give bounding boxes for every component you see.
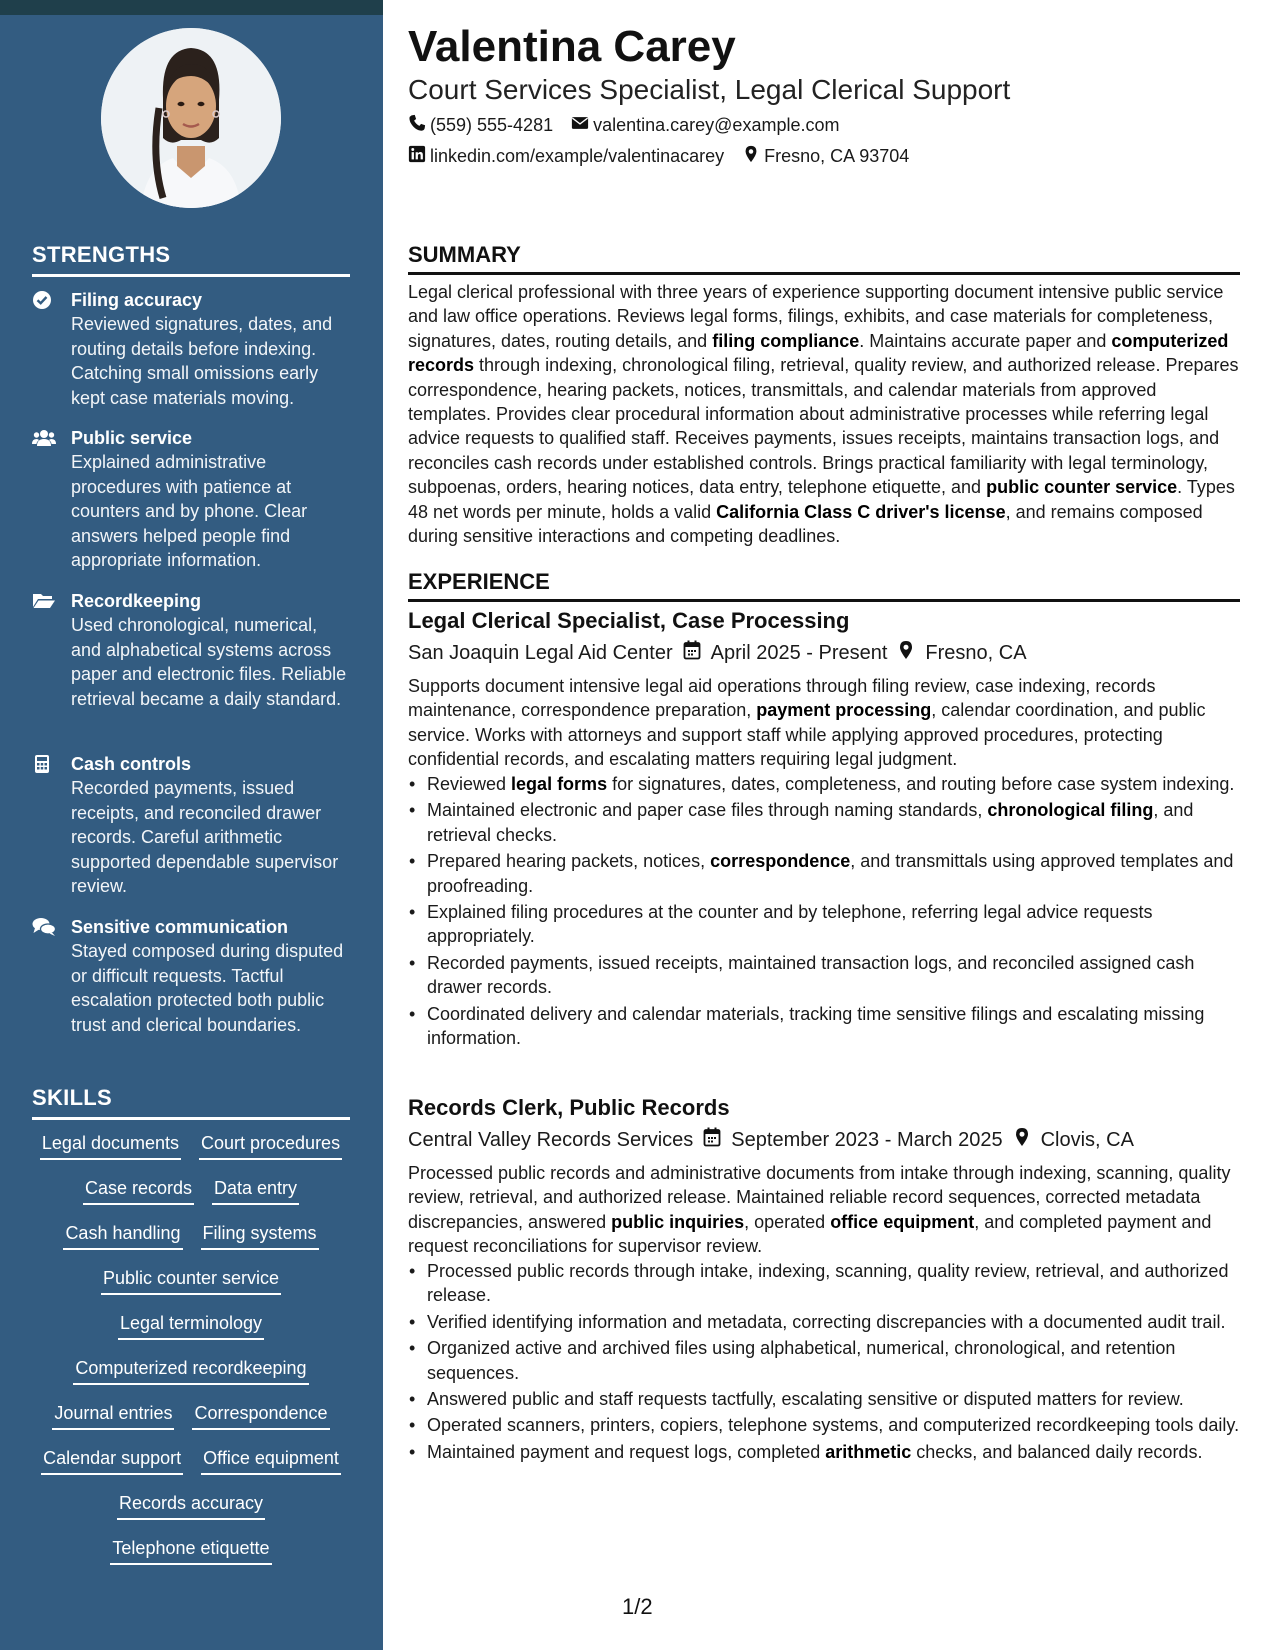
bullet-item: • Answered public and staff requests tactfully, escalating sensitive or disputed matters for review. bbox=[408, 1387, 1240, 1411]
skills-list bbox=[32, 1130, 350, 1580]
linkedin-text[interactable]: linkedin.com/example/valentinacarey bbox=[430, 146, 725, 166]
skills-row bbox=[32, 1490, 350, 1535]
folder-open-icon bbox=[32, 591, 56, 611]
bullet-item: • Processed public records through intake, indexing, scanning, quality review, retrieval, and authorized release. bbox=[408, 1259, 1240, 1308]
skill-tag: Legal terminology bbox=[118, 1310, 264, 1340]
check-circle-icon bbox=[32, 290, 56, 310]
strength-item bbox=[32, 589, 352, 711]
skill-tag: Court procedures bbox=[199, 1130, 342, 1160]
experience-heading: EXPERIENCE bbox=[408, 569, 1240, 602]
comments-icon bbox=[32, 917, 56, 937]
email-text[interactable]: valentina.carey@example.com bbox=[593, 115, 840, 135]
location-text: Fresno, CA 93704 bbox=[764, 146, 910, 166]
strength-item bbox=[32, 426, 352, 573]
bullet-item: • Operated scanners, printers, copiers, telephone systems, and computerized recordkeeping tools daily. bbox=[408, 1413, 1240, 1437]
calendar-icon bbox=[703, 1127, 721, 1153]
bullet-item: • Recorded payments, issued receipts, maintained transaction logs, and reconciled assigned cash drawer records. bbox=[408, 951, 1240, 1000]
strengths-heading: STRENGTHS bbox=[32, 242, 350, 277]
map-pin-icon bbox=[742, 145, 760, 168]
skills-row bbox=[32, 1535, 350, 1580]
job-bullets bbox=[408, 772, 1240, 1052]
strength-description: Stayed composed during disputed or difficult requests. Tactful escalation protected both public trust and clerical boundaries. bbox=[71, 941, 344, 1035]
job-meta bbox=[408, 1127, 1134, 1153]
phone-icon bbox=[408, 114, 426, 137]
skills-row bbox=[32, 1265, 350, 1310]
skill-tag: Correspondence bbox=[192, 1400, 329, 1430]
candidate-title: Court Services Specialist, Legal Clerical Support bbox=[408, 74, 1011, 105]
skills-row bbox=[32, 1220, 350, 1265]
skill-tag: Records accuracy bbox=[117, 1490, 265, 1520]
summary-heading: SUMMARY bbox=[408, 242, 1240, 275]
skill-tag: Office equipment bbox=[201, 1445, 341, 1475]
candidate-name: Valentina Carey bbox=[408, 22, 736, 71]
company-name: Central Valley Records Services bbox=[408, 1128, 694, 1151]
contact-line bbox=[408, 145, 909, 168]
calculator-icon bbox=[32, 754, 56, 774]
skills-row bbox=[32, 1445, 350, 1490]
strength-description: Recorded payments, issued receipts, and reconciled drawer records. Careful arithmetic supported dependable supervisor review. bbox=[71, 778, 339, 896]
bullet-item: • Maintained payment and request logs, completed arithmetic checks, and balanced daily records. bbox=[408, 1440, 1240, 1464]
skill-tag: Computerized recordkeeping bbox=[73, 1355, 308, 1385]
job-meta bbox=[408, 640, 1027, 666]
strength-item bbox=[32, 915, 352, 1037]
skill-tag: Telephone etiquette bbox=[110, 1535, 271, 1565]
contact-email[interactable] bbox=[571, 114, 839, 137]
bullet-item: • Organized active and archived files using alphabetical, numerical, chronological, and retention sequences. bbox=[408, 1336, 1240, 1385]
bullet-item: • Prepared hearing packets, notices, correspondence, and transmittals using approved templates and proofreading. bbox=[408, 849, 1240, 898]
skill-tag: Case records bbox=[83, 1175, 194, 1205]
strength-description: Reviewed signatures, dates, and routing details before indexing. Catching small omissions early kept case materials moving. bbox=[71, 314, 333, 408]
skills-row bbox=[32, 1175, 350, 1220]
linkedin-icon bbox=[408, 145, 426, 168]
job-bullets bbox=[408, 1259, 1240, 1466]
job-title: Legal Clerical Specialist, Case Processing bbox=[408, 608, 850, 633]
strength-title: Cash controls bbox=[71, 754, 192, 774]
skill-tag: Cash handling bbox=[63, 1220, 182, 1250]
strength-item bbox=[32, 288, 352, 410]
skills-heading: SKILLS bbox=[32, 1085, 350, 1120]
skills-row bbox=[32, 1400, 350, 1445]
sidebar-top-bar bbox=[0, 0, 383, 15]
bullet-item: • Explained filing procedures at the counter and by telephone, referring legal advice requests appropriately. bbox=[408, 900, 1240, 949]
profile-photo bbox=[101, 28, 281, 208]
company-name: San Joaquin Legal Aid Center bbox=[408, 641, 673, 664]
job-description: Supports document intensive legal aid operations through filing review, case indexing, records maintenance, correspondence preparation, payment processing, calendar coordination, and public service. Works with attorneys and support staff while applying approved procedures, protecting confidential records, and escalating matters requiring legal judgment. bbox=[408, 676, 1206, 770]
bullet-item: • Coordinated delivery and calendar materials, tracking time sensitive filings and escalating missing information. bbox=[408, 1002, 1240, 1051]
strength-title: Sensitive communication bbox=[71, 917, 289, 937]
job-description: Processed public records and administrative documents from intake through indexing, scanning, quality review, retrieval, and authorized release. Maintained reliable record sequences, corrected metadata discrepancies, answered public inquiries, operated office equipment, and completed payment and request reconciliations for supervisor review. bbox=[408, 1163, 1231, 1257]
skill-tag: Calendar support bbox=[41, 1445, 183, 1475]
contact-linkedin[interactable] bbox=[408, 145, 724, 168]
bullet-item: • Maintained electronic and paper case files through naming standards, chronological filing, and retrieval checks. bbox=[408, 798, 1240, 847]
strength-description: Used chronological, numerical, and alphabetical systems across paper and electronic files. Reliable retrieval became a daily standard. bbox=[71, 615, 347, 709]
job-dates: September 2023 - March 2025 bbox=[731, 1128, 1003, 1151]
strength-description: Explained administrative procedures with patience at counters and by phone. Clear answers helped people find appropriate information. bbox=[71, 452, 308, 570]
strength-item bbox=[32, 752, 352, 899]
bullet-item: • Reviewed legal forms for signatures, dates, completeness, and routing before case system indexing. bbox=[408, 772, 1240, 796]
skills-row bbox=[32, 1355, 350, 1400]
contact-location bbox=[742, 145, 909, 168]
skill-tag: Legal documents bbox=[40, 1130, 181, 1160]
contact-line bbox=[408, 114, 839, 137]
strength-title: Recordkeeping bbox=[71, 591, 202, 611]
summary-text: Legal clerical professional with three years of experience supporting document intensive public service and law office operations. Reviews legal forms, filings, exhibits, and case materials for completeness, signatures, dates, routing details, and filing compliance. Maintains accurate paper and computerized records through indexing, chronological filing, retrieval, quality review, and authorized release. Prepares correspondence, hearing packets, notices, transmittals, and calendar materials from approved templates. Provides clear procedural information about administrative processes while referring legal advice requests to qualified staff. Receives payments, issues receipts, maintains transaction logs, and reconciles cash records under established controls. Brings practical familiarity with legal terminology, subpoenas, orders, hearing notices, data entry, telephone etiquette, and public counter service. Types 48 net words per minute, holds a valid California Class C driver's license, and remains composed during sensitive interactions and competing deadlines. bbox=[408, 282, 1239, 547]
skill-tag: Journal entries bbox=[52, 1400, 174, 1430]
skills-row bbox=[32, 1130, 350, 1175]
job-location: Clovis, CA bbox=[1040, 1128, 1134, 1151]
job-location: Fresno, CA bbox=[925, 641, 1027, 664]
skill-tag: Data entry bbox=[212, 1175, 299, 1205]
job-dates: April 2025 - Present bbox=[710, 641, 888, 664]
page-number: 1/2 bbox=[622, 1594, 653, 1619]
strength-title: Filing accuracy bbox=[71, 290, 203, 310]
users-icon bbox=[32, 428, 56, 448]
phone-text: (559) 555-4281 bbox=[430, 115, 554, 135]
contact-phone bbox=[408, 114, 553, 137]
job-title: Records Clerk, Public Records bbox=[408, 1095, 730, 1120]
skills-row bbox=[32, 1310, 350, 1355]
map-pin-icon bbox=[1013, 1127, 1031, 1153]
sidebar bbox=[0, 0, 383, 1650]
calendar-icon bbox=[683, 640, 701, 666]
bullet-item: • Verified identifying information and metadata, correcting discrepancies with a documented audit trail. bbox=[408, 1310, 1240, 1334]
skill-tag: Public counter service bbox=[101, 1265, 281, 1295]
envelope-icon bbox=[571, 114, 589, 137]
skill-tag: Filing systems bbox=[201, 1220, 319, 1250]
map-pin-icon bbox=[897, 640, 915, 666]
strength-title: Public service bbox=[71, 428, 193, 448]
